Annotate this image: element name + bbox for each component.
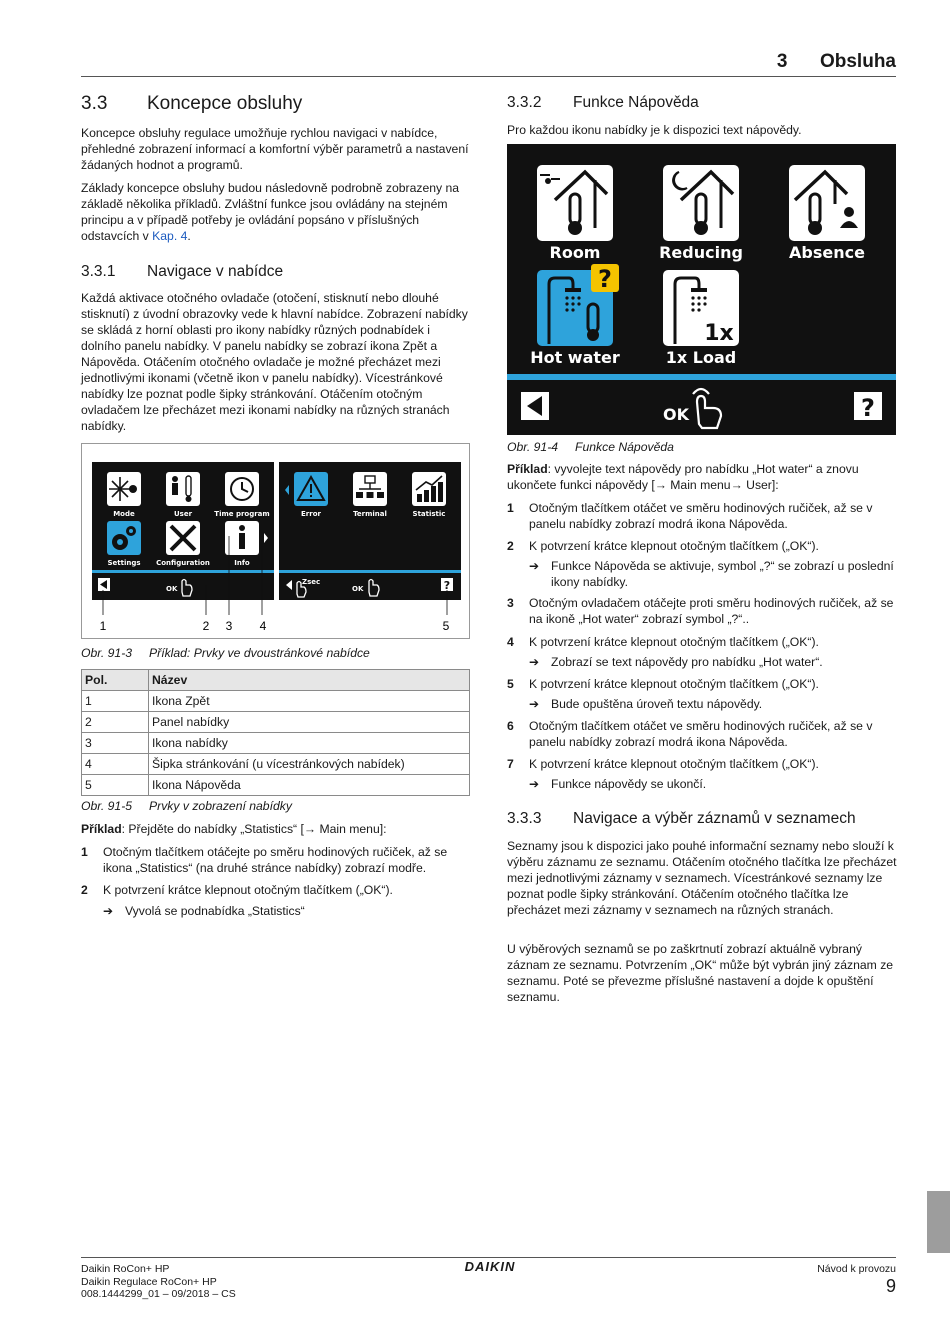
footer-product-cz: Daikin Regulace RoCon+ HP (81, 1275, 217, 1288)
example-text: : vyvolejte text nápovědy pro nabídku „Hot water“ a znovu ukončete funkci nápovědy [→ Main menu→ User]: (507, 462, 859, 492)
section-title: Funkce Nápověda (573, 94, 699, 111)
clock-icon (225, 472, 259, 506)
basics-paragraph (81, 180, 473, 244)
table-cell: 4 (82, 754, 149, 775)
section-title: Navigace a výběr záznamů v seznamech (573, 810, 856, 827)
section-number: 3.3.2 (507, 94, 542, 111)
right-step-7 (507, 756, 899, 772)
caption-number: Obr. 91-5 (81, 799, 133, 813)
hot-water-example (507, 461, 899, 493)
right-step-4-result (529, 654, 899, 670)
user-label: User (173, 510, 193, 518)
step-number: 4 (507, 635, 514, 649)
right-step-5 (507, 676, 899, 692)
step-number: 1 (507, 501, 514, 515)
back-label: Zsec (302, 578, 321, 586)
absence-label: Absence (789, 243, 865, 262)
example-text: : Přejděte do nabídky „Statistics“ [→ Main menu]: (121, 822, 387, 836)
step-number: 5 (507, 677, 514, 691)
right-step-2-result (529, 558, 899, 590)
tools-icon (166, 521, 200, 555)
section-number: 3.3 (81, 93, 108, 114)
step-text: K potvrzení krátce klepnout otočným tlačítkem („OK“). (529, 539, 819, 553)
figure-two-page-menu (81, 443, 470, 639)
step-text: Otočným ovladačem otáčejte proti směru hodinových ručiček, až se na ikoně „Hot water“ zobrazí symbol „?“.. (529, 596, 894, 626)
footer-doc-type: Návod k provozu (817, 1263, 896, 1275)
result-text: Funkce nápovědy se ukončí. (551, 777, 707, 791)
section-3-3-heading (81, 93, 302, 115)
header-rule (81, 76, 896, 77)
error-label: Error (301, 510, 321, 518)
example-label: Příklad (81, 822, 122, 836)
page-number: 9 (885, 1276, 896, 1296)
section-title: Koncepce obsluhy (147, 93, 303, 114)
step-text: Otočným tlačítkem otáčet ve směru hodinových ručiček, až se v panelu nabídky zobrazí modrá ikona Nápověda. (529, 501, 873, 531)
help-icon (854, 392, 882, 422)
caption-text: Příklad: Prvky ve dvoustránkové nabídce (149, 646, 370, 660)
callout-2: 2 (202, 619, 210, 633)
step-text: K potvrzení krátce klepnout otočným tlačítkem („OK“). (529, 677, 819, 691)
load-icon-text: 1x (704, 321, 734, 346)
right-step-7-result (529, 776, 899, 792)
ok-label: OK (352, 585, 364, 593)
statistics-example (81, 821, 473, 837)
right-step-5-result (529, 696, 899, 712)
help-function-illustration (507, 144, 896, 435)
column-header: Název (149, 670, 470, 691)
step-text: Otočným tlačítkem otáčet ve směru hodinových ručiček, až se v panelu nabídky zobrazí modrá ikona Nápověda. (529, 719, 873, 749)
footer-doc-code: 008.1444299_01 – 09/2018 – CS (81, 1288, 236, 1300)
room-label: Room (549, 243, 601, 262)
brand-text: DAIKIN (464, 1259, 516, 1274)
table-row (82, 691, 470, 712)
right-step-1 (507, 500, 899, 532)
side-tab (927, 1191, 950, 1253)
configuration-label: Configuration (156, 559, 210, 567)
table-row (82, 712, 470, 733)
step-text: K potvrzení krátce klepnout otočným tlačítkem („OK“). (529, 635, 819, 649)
step-number: 7 (507, 757, 514, 771)
caption-number: Obr. 91-3 (81, 646, 133, 660)
error-warning-icon (294, 472, 328, 506)
figure-91-3-caption (81, 646, 370, 660)
terminal-label: Terminal (353, 510, 387, 518)
svg-text:?: ? (443, 579, 451, 592)
step-number: 6 (507, 719, 514, 733)
table-cell: 3 (82, 733, 149, 754)
right-step-2 (507, 538, 899, 554)
room-icon (537, 165, 613, 241)
figure-91-5-caption (81, 799, 292, 813)
callout-3: 3 (225, 619, 233, 633)
step-number: 2 (507, 539, 514, 553)
callout-5: 5 (442, 619, 450, 633)
footer-product: Daikin RoCon+ HP (81, 1263, 170, 1275)
table-cell: Ikona nabídky (149, 733, 470, 754)
table-cell: 1 (82, 691, 149, 712)
statistic-chart-icon (412, 472, 446, 506)
left-step-2 (81, 882, 473, 898)
chapter-title: Obsluha (819, 51, 896, 72)
hot-water-label: Hot water (530, 348, 620, 367)
info-label: Info (234, 559, 250, 567)
intro-paragraph: Koncepce obsluhy regulace umožňuje rychlou navigaci v nabídce, přehledné zobrazení informací a komfortní výběr parametrů a nastavení žádaných hodnot a programů. (81, 126, 469, 172)
step-number: 2 (81, 883, 88, 897)
section-number: 3.3.3 (507, 810, 542, 827)
reducing-label: Reducing (659, 243, 743, 262)
navigation-paragraph: Každá aktivace otočného ovladače (otočení, stisknutí nebo dlouhé stisknutí) z úvodní obrazovky vede k hlavní nabídce. Zobrazení nabídky se skládá z horní oblasti pro ikony nabídky různých podnabídek i dolního panelu nabídky. V panelu nabídky se zobrazí ikona Zpět a Nápověda. Otáčením otočného ovladače je možné přecházet mezi jednotlivými ikonami (včetně ikon v panelu nabídky). Vícestránkové nabídky lze poznat podle šipky stránkování. Otáčením otočným ovladačem lze přecházet mezi ikonami nabídky na různých stranách nabídky. (81, 291, 468, 433)
selection-lists-paragraph: U výběrových seznamů se po zaškrtnutí zobrazí aktuálně vybraný záznam ze seznamu. Potvrzením „OK“ může být vybrán jiný záznam ze seznamu. Poté se převezme příslušné nastavení a dojde k opuštění seznamu. (507, 942, 894, 1004)
right-step-3 (507, 595, 899, 627)
help-question-badge-icon (591, 264, 619, 293)
table-cell: Panel nabídky (149, 712, 470, 733)
result-arrow-icon: ➔ (529, 559, 540, 573)
svg-text:?: ? (598, 265, 612, 293)
table-row (82, 775, 470, 796)
table-cell: Ikona Zpět (149, 691, 470, 712)
mode-icon (107, 472, 141, 506)
chapter-header (700, 51, 896, 73)
time-program-label: Time program (214, 510, 270, 518)
reducing-moon-icon (663, 165, 739, 241)
caption-number: Obr. 91-4 (507, 440, 559, 454)
figure-91-4-caption (507, 440, 674, 454)
example-label: Příklad (507, 462, 548, 476)
table-cell: Šipka stránkování (u vícestránkových nabídek) (149, 754, 470, 775)
column-header: Pol. (82, 670, 149, 691)
svg-text:?: ? (861, 394, 875, 422)
settings-label: Settings (107, 559, 141, 567)
table-cell: 5 (82, 775, 149, 796)
two-page-menu-illustration (82, 444, 469, 638)
result-text: Funkce Nápověda se aktivuje, symbol „?“ se zobrazí u poslední ikony nabídky. (551, 559, 894, 589)
statistic-label: Statistic (412, 510, 446, 518)
caption-text: Prvky v zobrazení nabídky (149, 799, 292, 813)
step-text: K potvrzení krátce klepnout otočným tlačítkem („OK“). (103, 883, 393, 897)
lists-paragraph: Seznamy jsou k dispozici jako pouhé informační seznamy nebo slouží k výběru záznamu ze seznamu. Otáčením otočného tlačítka lze přecházet mezi jednotlivými záznamy v seznamech. Vícestránkové seznamy lze poznat podle šipky stránkování. Otáčením otočného tlačítka lze přecházet mezi záznamy v seznamech na různých stranách. (507, 839, 897, 917)
info-icon (225, 521, 259, 555)
menu-bar-line (279, 570, 461, 573)
back-icon (521, 392, 549, 420)
basics-text: Základy koncepce obsluhy budou následovně podrobně zobrazeny na základě několika příkladů. Zvláštní funkce jsou ovládány na stejném principu a v případě potřeby je ovládání popsáno v příslušných odstavcích v (81, 181, 460, 243)
result-text: Bude opuštěna úroveň textu nápovědy. (551, 697, 763, 711)
menu-bar-line (92, 570, 274, 573)
settings-gear-icon (107, 521, 141, 555)
left-step-1 (81, 844, 473, 876)
step-text: K potvrzení krátce klepnout otočným tlačítkem („OK“). (529, 757, 819, 771)
result-arrow-icon: ➔ (529, 777, 540, 791)
chapter-number: 3 (776, 51, 788, 72)
left-step-2-result (103, 903, 473, 919)
menu-bar-line (507, 374, 896, 380)
result-text: Zobrazí se text nápovědy pro nabídku „Hot water“. (551, 655, 823, 669)
basics-text-end: . (187, 229, 191, 243)
section-title: Navigace v nabídce (147, 263, 284, 280)
section-3-3-1-heading (81, 263, 283, 281)
load-shower-icon (663, 270, 739, 346)
user-icon (166, 472, 200, 506)
step-number: 1 (81, 845, 88, 859)
caption-text: Funkce Nápověda (575, 440, 674, 454)
figure-help-function (507, 144, 896, 435)
result-arrow-icon: ➔ (529, 697, 540, 711)
step-number: 3 (507, 596, 514, 610)
table-cell: 2 (82, 712, 149, 733)
table-row (82, 733, 470, 754)
footer-left (81, 1263, 236, 1301)
help-intro: Pro každou ikonu nabídky je k dispozici text nápovědy. (507, 123, 802, 137)
callout-4: 4 (259, 619, 267, 633)
ok-label: OK (166, 585, 178, 593)
mode-label: Mode (113, 510, 135, 518)
result-arrow-icon: ➔ (103, 904, 114, 918)
result-arrow-icon: ➔ (529, 655, 540, 669)
table-cell: Ikona Nápověda (149, 775, 470, 796)
load-label: 1x Load (665, 348, 737, 367)
table-row (82, 754, 470, 775)
ok-label: OK (663, 405, 689, 424)
step-text: Otočným tlačítkem otáčejte po směru hodinových ručiček, až se ikona „Statistics“ (na druhé stránce nabídky) zobrazí modře. (103, 845, 448, 875)
chapter-4-link[interactable]: Kap. 4 (152, 229, 188, 243)
section-number: 3.3.1 (81, 263, 116, 280)
terminal-network-icon (353, 472, 387, 506)
right-step-4 (507, 634, 899, 650)
menu-elements-table (81, 669, 470, 796)
result-text: Vyvolá se podnabídka „Statistics“ (125, 904, 305, 918)
section-3-3-3-heading (507, 810, 856, 828)
daikin-logo (440, 1259, 540, 1274)
right-step-6 (507, 718, 899, 750)
absence-icon (789, 165, 865, 241)
section-3-3-2-heading (507, 94, 699, 112)
callout-1: 1 (99, 619, 107, 633)
table-header-row (82, 670, 470, 691)
footer-rule (81, 1257, 896, 1258)
